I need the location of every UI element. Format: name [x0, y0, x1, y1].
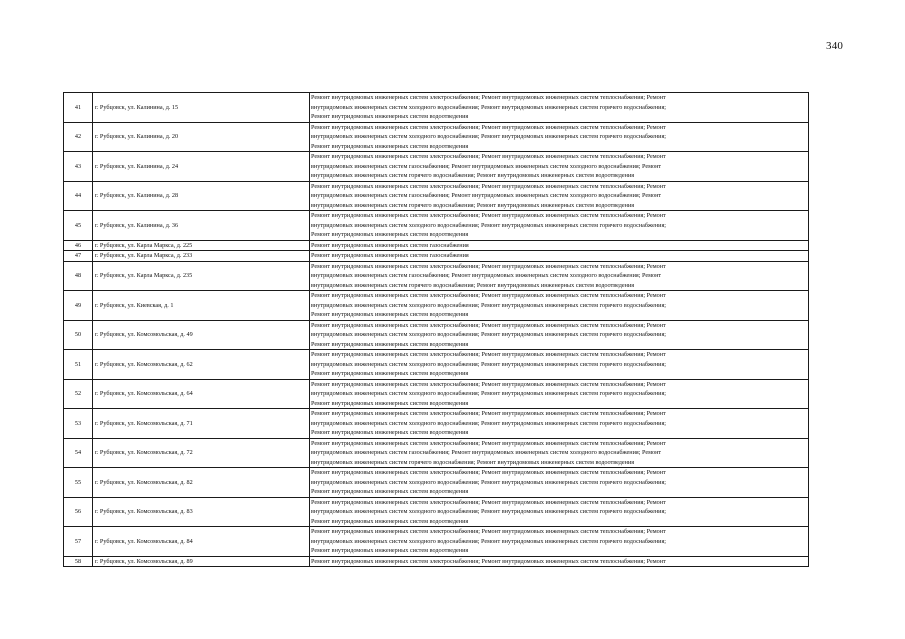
works-line: внутридомовых инженерных систем холодного водоснабжения; Ремонт внутридомовых инженерных систем горячего водоснабжения;	[311, 508, 667, 515]
works-line: внутридомовых инженерных систем газоснабжения; Ремонт внутридомовых инженерных систем холодного водоснабжения; Ремонт	[311, 192, 662, 199]
row-number: 52	[64, 379, 93, 409]
works-cell	[310, 291, 809, 321]
table-row	[64, 350, 809, 380]
row-number: 46	[64, 240, 93, 251]
row-number: 42	[64, 122, 93, 152]
works-line: внутридомовых инженерных систем холодного водоснабжения; Ремонт внутридомовых инженерных систем горячего водоснабжения;	[311, 331, 667, 338]
works-line: внутридомовых инженерных систем холодного водоснабжения; Ремонт внутридомовых инженерных систем горячего водоснабжения;	[311, 390, 667, 397]
works-line: Ремонт внутридомовых инженерных систем электроснабжения; Ремонт внутридомовых инженерных систем теплоснабжения; Ремонт	[311, 153, 666, 160]
works-cell	[310, 181, 809, 211]
works-line: Ремонт внутридомовых инженерных систем газоснабжения	[311, 252, 469, 259]
table-row	[64, 438, 809, 468]
works-line: Ремонт внутридомовых инженерных систем водоотведения	[311, 340, 469, 348]
address-cell: г. Рубцовск, ул. Киевская, д. 1	[93, 291, 310, 321]
works-cell	[310, 527, 809, 557]
address-cell: г. Рубцовск, ул. Комсомольская, д. 82	[93, 468, 310, 498]
works-line: Ремонт внутридомовых инженерных систем электроснабжения; Ремонт внутридомовых инженерных систем теплоснабжения; Ремонт	[311, 557, 666, 565]
works-line: Ремонт внутридомовых инженерных систем водоотведения	[311, 399, 469, 407]
houses-table	[63, 92, 809, 567]
address-cell: г. Рубцовск, ул. Калинина, д. 36	[93, 211, 310, 241]
row-number: 57	[64, 527, 93, 557]
table-row	[64, 468, 809, 498]
row-number: 44	[64, 181, 93, 211]
row-number: 47	[64, 251, 93, 262]
works-line: внутридомовых инженерных систем холодного водоснабжения; Ремонт внутридомовых инженерных систем горячего водоснабжения;	[311, 301, 667, 309]
works-line: Ремонт внутридомовых инженерных систем электроснабжения; Ремонт внутридомовых инженерных систем теплоснабжения; Ремонт	[311, 292, 666, 299]
works-line: Ремонт внутридомовых инженерных систем электроснабжения; Ремонт внутридомовых инженерных систем теплоснабжения; Ремонт	[311, 439, 666, 447]
works-line: Ремонт внутридомовых инженерных систем водоотведения	[311, 547, 469, 554]
works-line: внутридомовых инженерных систем холодного водоснабжения; Ремонт внутридомовых инженерных систем горячего водоснабжения;	[311, 360, 667, 368]
works-line: Ремонт внутридомовых инженерных систем электроснабжения; Ремонт внутридомовых инженерных систем теплоснабжения; Ремонт	[311, 351, 666, 358]
works-line: Ремонт внутридомовых инженерных систем водоотведения	[311, 231, 469, 238]
works-cell	[310, 350, 809, 380]
works-line: Ремонт внутридомовых инженерных систем электроснабжения; Ремонт внутридомовых инженерных систем теплоснабжения; Ремонт	[311, 94, 666, 101]
works-line: Ремонт внутридомовых инженерных систем электроснабжения; Ремонт внутридомовых инженерных систем теплоснабжения; Ремонт	[311, 321, 666, 329]
works-cell	[310, 320, 809, 350]
works-line: внутридомовых инженерных систем газоснабжения; Ремонт внутридомовых инженерных систем холодного водоснабжения; Ремонт	[311, 272, 662, 279]
address-cell: г. Рубцовск, ул. Комсомольская, д. 49	[93, 320, 310, 350]
works-line: внутридомовых инженерных систем холодного водоснабжения; Ремонт внутридомовых инженерных систем горячего водоснабжения;	[311, 419, 667, 427]
works-cell	[310, 93, 809, 123]
works-cell	[310, 438, 809, 468]
works-cell	[310, 556, 809, 567]
works-line: Ремонт внутридомовых инженерных систем водоотведения	[311, 429, 469, 436]
works-line: Ремонт внутридомовых инженерных систем водоотведения	[311, 370, 469, 377]
works-line: Ремонт внутридомовых инженерных систем электроснабжения; Ремонт внутридомовых инженерных систем теплоснабжения; Ремонт	[311, 212, 666, 219]
address-cell: г. Рубцовск, ул. Карла Маркса, д. 225	[93, 240, 310, 251]
table-row	[64, 320, 809, 350]
address-cell: г. Рубцовск, ул. Комсомольская, д. 64	[93, 379, 310, 409]
table-row	[64, 93, 809, 123]
row-number: 54	[64, 438, 93, 468]
works-cell	[310, 261, 809, 291]
table-row	[64, 261, 809, 291]
works-cell	[310, 497, 809, 527]
works-line: Ремонт внутридомовых инженерных систем водоотведения	[311, 113, 469, 120]
address-cell: г. Рубцовск, ул. Комсомольская, д. 62	[93, 350, 310, 380]
row-number: 50	[64, 320, 93, 350]
works-line: Ремонт внутридомовых инженерных систем электроснабжения; Ремонт внутридомовых инженерных систем теплоснабжения; Ремонт	[311, 262, 666, 270]
page-number: 340	[826, 40, 844, 52]
works-line: Ремонт внутридомовых инженерных систем водоотведения	[311, 517, 469, 525]
address-cell: г. Рубцовск, ул. Комсомольская, д. 72	[93, 438, 310, 468]
works-line: Ремонт внутридомовых инженерных систем водоотведения	[311, 488, 469, 495]
table-row	[64, 527, 809, 557]
address-cell: г. Рубцовск, ул. Карла Маркса, д. 235	[93, 261, 310, 291]
row-number: 48	[64, 261, 93, 291]
works-cell	[310, 152, 809, 182]
works-line: внутридомовых инженерных систем горячего водоснабжения; Ремонт внутридомовых инженерных систем водоотведения	[311, 172, 635, 179]
works-line: внутридомовых инженерных систем газоснабжения; Ремонт внутридомовых инженерных систем холодного водоснабжения; Ремонт	[311, 162, 662, 170]
works-line: внутридомовых инженерных систем холодного водоснабжения; Ремонт внутридомовых инженерных систем горячего водоснабжения;	[311, 221, 667, 229]
row-number: 51	[64, 350, 93, 380]
address-cell: г. Рубцовск, ул. Комсомольская, д. 89	[93, 556, 310, 567]
works-line: внутридомовых инженерных систем холодного водоснабжения; Ремонт внутридомовых инженерных систем горячего водоснабжения;	[311, 478, 667, 486]
table-row	[64, 181, 809, 211]
address-cell: г. Рубцовск, ул. Карла Маркса, д. 233	[93, 251, 310, 262]
works-cell	[310, 409, 809, 439]
address-cell: г. Рубцовск, ул. Калинина, д. 24	[93, 152, 310, 182]
works-cell	[310, 122, 809, 152]
table-row	[64, 251, 809, 262]
works-line: внутридомовых инженерных систем горячего водоснабжения; Ремонт внутридомовых инженерных систем водоотведения	[311, 458, 635, 466]
works-cell	[310, 468, 809, 498]
works-line: Ремонт внутридомовых инженерных систем электроснабжения; Ремонт внутридомовых инженерных систем теплоснабжения; Ремонт	[311, 123, 666, 131]
works-line: внутридомовых инженерных систем газоснабжения; Ремонт внутридомовых инженерных систем холодного водоснабжения; Ремонт	[311, 449, 662, 456]
works-cell	[310, 251, 809, 262]
works-line: Ремонт внутридомовых инженерных систем водоотведения	[311, 311, 469, 318]
row-number: 55	[64, 468, 93, 498]
row-number: 43	[64, 152, 93, 182]
table-row	[64, 240, 809, 251]
address-cell: г. Рубцовск, ул. Калинина, д. 15	[93, 93, 310, 123]
table-row	[64, 291, 809, 321]
works-line: Ремонт внутридомовых инженерных систем электроснабжения; Ремонт внутридомовых инженерных систем теплоснабжения; Ремонт	[311, 410, 666, 417]
table-row	[64, 556, 809, 567]
table-row	[64, 497, 809, 527]
address-cell: г. Рубцовск, ул. Комсомольская, д. 84	[93, 527, 310, 557]
row-number: 45	[64, 211, 93, 241]
works-line: Ремонт внутридомовых инженерных систем электроснабжения; Ремонт внутридомовых инженерных систем теплоснабжения; Ремонт	[311, 380, 666, 388]
works-line: Ремонт внутридомовых инженерных систем водоотведения	[311, 142, 469, 150]
works-cell	[310, 211, 809, 241]
works-line: Ремонт внутридомовых инженерных систем электроснабжения; Ремонт внутридомовых инженерных систем теплоснабжения; Ремонт	[311, 498, 666, 506]
row-number: 53	[64, 409, 93, 439]
table-row	[64, 379, 809, 409]
table-row	[64, 152, 809, 182]
table-row	[64, 122, 809, 152]
works-line: Ремонт внутридомовых инженерных систем электроснабжения; Ремонт внутридомовых инженерных систем теплоснабжения; Ремонт	[311, 469, 666, 476]
row-number: 41	[64, 93, 93, 123]
table-row	[64, 409, 809, 439]
works-line: Ремонт внутридомовых инженерных систем электроснабжения; Ремонт внутридомовых инженерных систем теплоснабжения; Ремонт	[311, 182, 666, 190]
address-cell: г. Рубцовск, ул. Калинина, д. 28	[93, 181, 310, 211]
address-cell: г. Рубцовск, ул. Комсомольская, д. 83	[93, 497, 310, 527]
works-cell	[310, 379, 809, 409]
works-line: внутридомовых инженерных систем холодного водоснабжения; Ремонт внутридомовых инженерных систем горячего водоснабжения;	[311, 103, 667, 111]
works-line: Ремонт внутридомовых инженерных систем электроснабжения; Ремонт внутридомовых инженерных систем теплоснабжения; Ремонт	[311, 528, 666, 535]
works-cell	[310, 240, 809, 251]
row-number: 58	[64, 556, 93, 567]
row-number: 56	[64, 497, 93, 527]
houses-table-body	[64, 93, 809, 567]
address-cell: г. Рубцовск, ул. Комсомольская, д. 71	[93, 409, 310, 439]
works-line: внутридомовых инженерных систем холодного водоснабжения; Ремонт внутридомовых инженерных систем горячего водоснабжения;	[311, 537, 667, 545]
works-line: Ремонт внутридомовых инженерных систем газоснабжения	[311, 241, 469, 249]
table-row	[64, 211, 809, 241]
row-number: 49	[64, 291, 93, 321]
works-line: внутридомовых инженерных систем холодного водоснабжения; Ремонт внутридомовых инженерных систем горячего водоснабжения;	[311, 133, 667, 140]
works-line: внутридомовых инженерных систем горячего водоснабжения; Ремонт внутридомовых инженерных систем водоотведения	[311, 201, 635, 209]
address-cell: г. Рубцовск, ул. Калинина, д. 20	[93, 122, 310, 152]
works-line: внутридомовых инженерных систем горячего водоснабжения; Ремонт внутридомовых инженерных систем водоотведения	[311, 281, 635, 289]
